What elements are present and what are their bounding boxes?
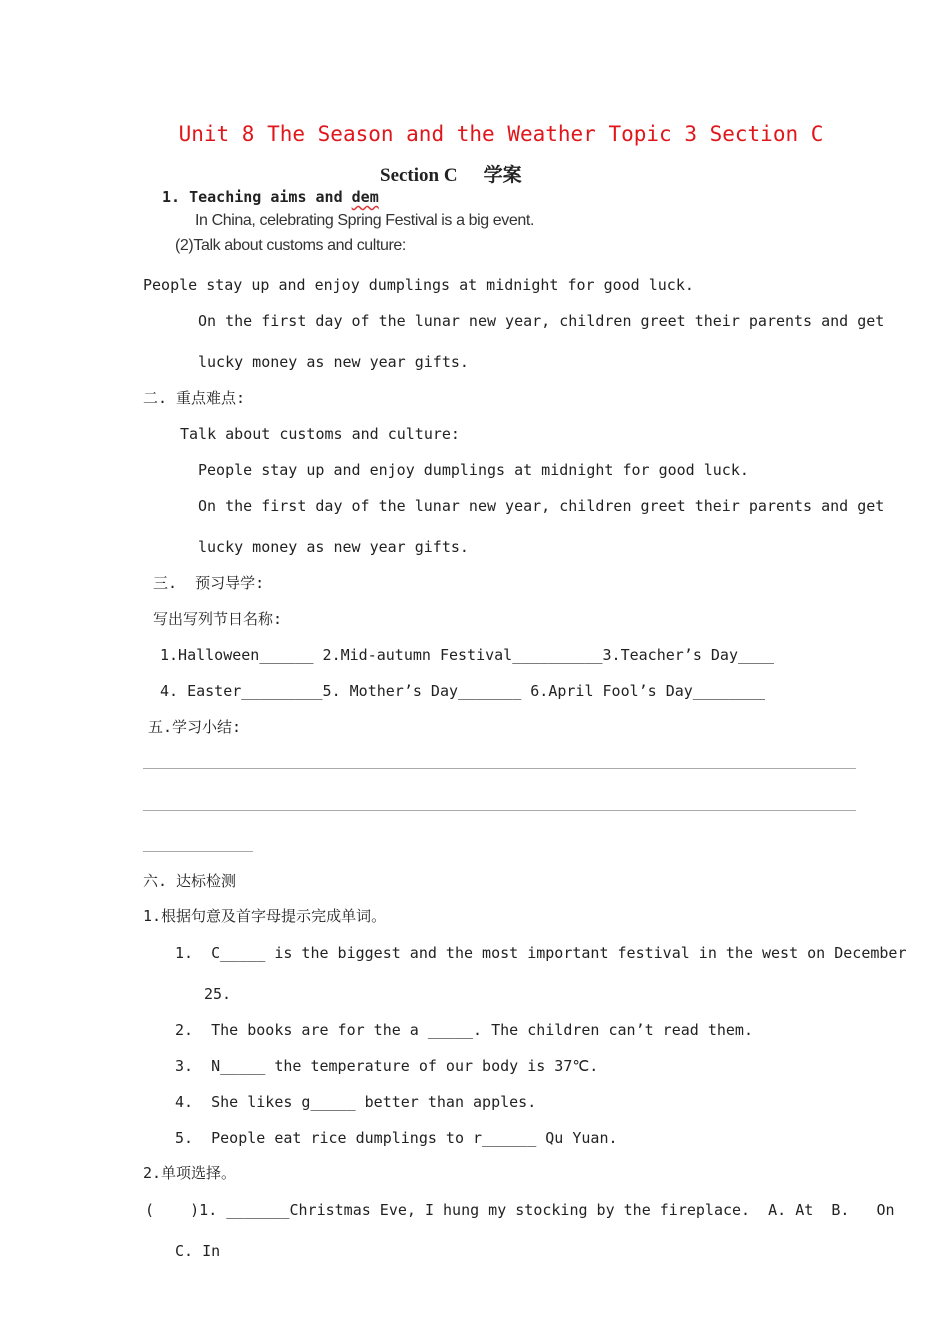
exercise-1-item-5: 5. People eat rice dumplings to r______ Qu Yuan. bbox=[175, 1129, 618, 1147]
paragraph-1: People stay up and enjoy dumplings at midnight for good luck. bbox=[143, 276, 694, 294]
aims-line-1: In China, celebrating Spring Festival is a big event. bbox=[195, 212, 534, 229]
exercise-2-item-1a: ( )1. _______Christmas Eve, I hung my stocking by the fireplace. A. At B. On bbox=[145, 1201, 895, 1219]
section-label: Section C bbox=[380, 165, 458, 186]
festival-line-2: 4. Easter_________5. Mother’s Day_______ 6.April Fool’s Day________ bbox=[160, 682, 766, 700]
section-cn-label: 学案 bbox=[483, 165, 522, 186]
aims-line-2: (2)Talk about customs and culture: bbox=[175, 237, 406, 254]
exercise-1-heading: 1.根据句意及首字母提示完成单词。 bbox=[143, 907, 387, 925]
paragraph-4: People stay up and enjoy dumplings at midnight for good luck. bbox=[198, 461, 749, 479]
heading-6: 六. 达标检测 bbox=[143, 872, 237, 890]
exercise-1-item-2: 2. The books are for the a _____. The children can’t read them. bbox=[175, 1021, 753, 1039]
paragraph-5b: lucky money as new year gifts. bbox=[198, 538, 469, 556]
paragraph-6: 写出写列节日名称: bbox=[153, 610, 283, 628]
exercise-1-item-1a: 1. C_____ is the biggest and the most important festival in the west on December bbox=[175, 944, 907, 962]
paragraph-2a: On the first day of the lunar new year, children greet their parents and get bbox=[198, 312, 885, 330]
aims-heading-tail: dem bbox=[351, 188, 379, 206]
section-header bbox=[380, 160, 522, 187]
answer-line-1 bbox=[143, 768, 856, 769]
aims-heading-text: 1. Teaching aims and bbox=[162, 188, 352, 206]
exercise-1-item-1b: 25. bbox=[204, 985, 232, 1003]
exercise-2-item-1b: C. In bbox=[175, 1242, 221, 1260]
teaching-aims-heading bbox=[162, 188, 379, 206]
document-title: Unit 8 The Season and the Weather Topic 3 Section C bbox=[178, 122, 824, 146]
answer-line-3 bbox=[143, 851, 253, 852]
answer-line-2 bbox=[143, 810, 856, 811]
exercise-1-item-4: 4. She likes g_____ better than apples. bbox=[175, 1093, 537, 1111]
paragraph-2b: lucky money as new year gifts. bbox=[198, 353, 469, 371]
paragraph-5a: On the first day of the lunar new year, children greet their parents and get bbox=[198, 497, 885, 515]
exercise-2-heading: 2.单项选择。 bbox=[143, 1164, 237, 1182]
festival-line-1: 1.Halloween______ 2.Mid-autumn Festival__________3.Teacher’s Day____ bbox=[160, 646, 775, 664]
paragraph-3: Talk about customs and culture: bbox=[180, 425, 460, 443]
heading-3: 三. 预习导学: bbox=[153, 574, 265, 592]
heading-5: 五.学习小结: bbox=[148, 718, 242, 736]
heading-2: 二. 重点难点: bbox=[143, 389, 246, 407]
exercise-1-item-3: 3. N_____ the temperature of our body is 37℃. bbox=[175, 1057, 599, 1075]
